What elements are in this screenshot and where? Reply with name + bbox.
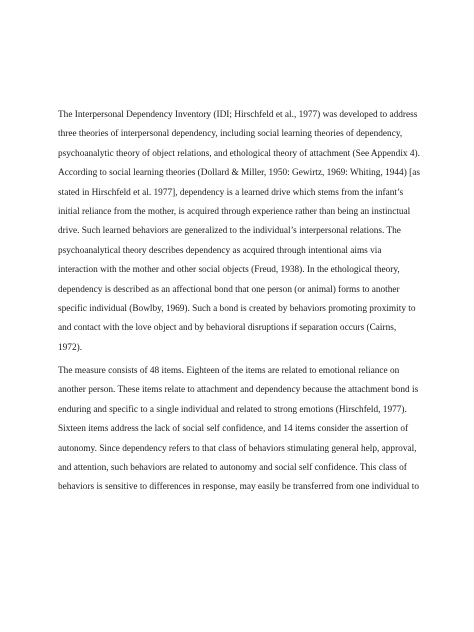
text-line: behaviors is sensitive to differences in response, may easily be transferred from one individual to	[58, 482, 420, 493]
text-line: initial reliance from the mother, is acquired through experience rather than being an instinctual	[58, 206, 411, 217]
text-line: and contact with the love object and by behavioral disruptions if separation occurs (Cairns,	[58, 323, 397, 334]
text-line: 1972).	[58, 342, 83, 353]
paragraph-1	[58, 106, 428, 358]
text-line: and attention, such behaviors are related to autonomy and social self confidence. This class of	[58, 463, 407, 474]
text-line: stated in Hirschfeld et al. 1977], dependency is a learned drive which stems from the infant’s	[58, 187, 404, 198]
text-line: According to social learning theories (Dollard & Miller, 1950: Gewirtz, 1969: Whiting, 1944) [as	[58, 168, 420, 179]
text-line: another person. These items relate to attachment and dependency because the attachment bond is	[58, 385, 419, 396]
text-line: psychoanalytical theory describes dependency as acquired through intentional aims via	[58, 245, 382, 256]
paragraph-2	[58, 362, 428, 498]
text-line: three theories of interpersonal dependency, including social learning theories of dependency,	[58, 129, 403, 140]
text-line: interaction with the mother and other social objects (Freud, 1938). In the ethological theory,	[58, 265, 400, 276]
text-line: The measure consists of 48 items. Eighteen of the items are related to emotional reliance on	[58, 366, 400, 377]
document-body	[58, 106, 428, 498]
text-line: psychoanalytic theory of object relations, and ethological theory of attachment (See Appendix 4).	[58, 148, 420, 159]
text-line: enduring and specific to a single individual and related to strong emotions (Hirschfeld, 1977).	[58, 404, 407, 415]
text-line: Sixteen items address the lack of social self confidence, and 14 items consider the assertion of	[58, 424, 409, 435]
text-line: drive. Such learned behaviors are generalized to the individual’s interpersonal relations. The	[58, 226, 401, 237]
text-line: dependency is described as an affectional bond that one person (or animal) forms to another	[58, 284, 400, 295]
text-line: specific individual (Bowlby, 1969). Such a bond is created by behaviors promoting proximity to	[58, 303, 416, 314]
text-line: The Interpersonal Dependency Inventory (IDI; Hirschfeld et al., 1977) was developed to address	[58, 110, 418, 120]
text-line: autonomy. Since dependency refers to that class of behaviors stimulating general help, approval,	[58, 443, 417, 454]
